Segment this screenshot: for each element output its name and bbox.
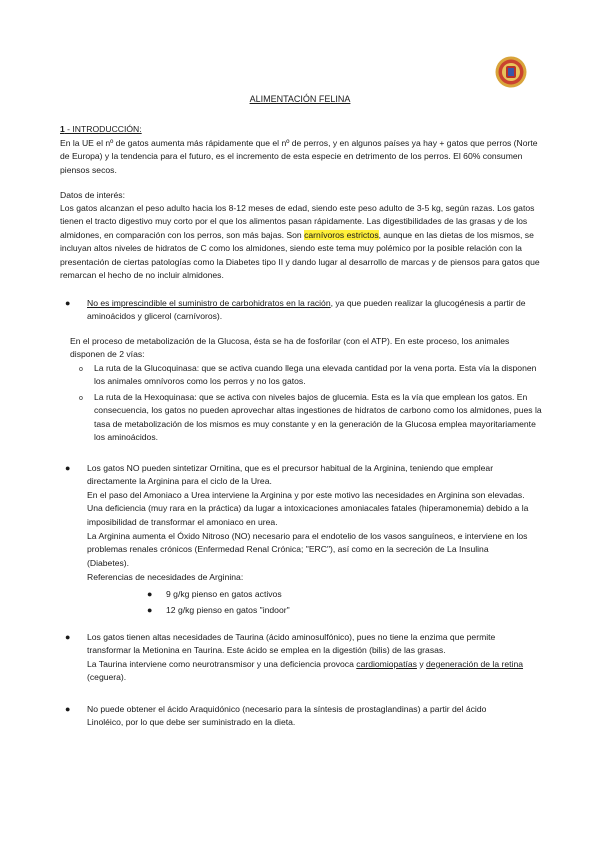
bullet-icon: ● (65, 632, 71, 642)
arginina-paragraph-3: La Arginina aumenta el Óxido Nitroso (NO) necesario para el endotelio de los vasos sanguíneos, e interviene en los problemas renales crónicos (Enfermedad Renal Crónica; "ERC"), así como en la secreción de La Insulina (Diabetes). (87, 531, 528, 568)
arginina-paragraph-2: En el paso del Amoniaco a Urea interviene la Arginina y por este motivo las necesidades en Arginina son elevadas. Una deficiencia (muy rara en la práctica) da lugar a intoxicaciones amoniacales fatales (hiperamonemia) debido a la imposibilidad de transformar el amoniaco en urea. (87, 490, 529, 527)
link-degeneracion-retina: degeneración de la retina (426, 659, 524, 669)
document-title: ALIMENTACIÓN FELINA (249, 94, 351, 104)
circle-bullet-icon: o (79, 395, 83, 402)
intro-heading (60, 123, 542, 136)
bullet-icon: ● (65, 704, 71, 714)
arginina-paragraph-1: Los gatos NO pueden sintetizar Ornitina, que es el precursor habitual de la Arginina, teniendo que emplear directamente la Arginina para el ciclo de la Urea. (87, 463, 494, 487)
carbohidratos-underlined: No es imprescindible el suministro de carbohidratos en la ración (87, 298, 331, 308)
carbohidratos-rest: , ya que pueden realizar la glucogénesis a partir de aminoácidos y glicerol (carnívoros). (87, 298, 526, 322)
bullet-carbohidratos (87, 297, 542, 324)
araquidonico-paragraph: No puede obtener el ácido Araquidónico (necesario para la síntesis de prostaglandinas) a partir del ácido Linoléico, por lo que debe ser suministrado en la dieta. (87, 704, 487, 728)
taurina-paragraph-1: Los gatos tienen altas necesidades de Taurina (ácido aminosulfónico), pues no tiene la enzima que permite transformar la Metionina en Taurina. Este ácido se emplea en la digestión (bilis) de las grasas. (87, 632, 496, 656)
intro-paragraph: En la UE el nº de gatos aumenta más rápidamente que el nº de perros, y en algunos países ya hay + gatos que perros (Norte de Europa) y la tendencia para el futuro, es el incremento de esta especie en detrimento de los perros. El 60% consumen piensos secos. (60, 138, 538, 175)
circle-bullet-icon: o (79, 366, 83, 373)
university-seal-logo (495, 56, 527, 88)
bullet-icon: ● (147, 589, 153, 599)
arginina-ref-heading: Referencias de necesidades de Arginina: (87, 572, 244, 582)
via-hexoquinasa: La ruta de la Hexoquinasa: que se activa con niveles bajos de glucemia. Esta es la vía que emplean los gatos. En consecuencia, los gatos no pueden aprovechar altas ingestiones de hidratos de carbono como los almidones, pues la tasa de metabolización de los mismos es muy constante y en la generación de la Glucosa emplea mayoritariamente los aminoácidos. (94, 392, 542, 443)
arginina-ref-1: 9 g/kg pienso en gatos activos (166, 589, 282, 599)
glucosa-intro: En el proceso de metabolización de la Glucosa, ésta se ha de fosforilar (con el ATP). En este proceso, los animales disponen de 2 vías: (70, 336, 510, 360)
datos-text-before: Los gatos alcanzan el peso adulto hacia los 8-12 meses de edad, siendo este peso adulto de 3-5 kg, según razas. Los gatos tienen el tracto digestivo muy corto por el que los alimentos pasan rápidamente. Las digestibilidades de las grasas y de los almidones, en comparación con los perros, son más bajas. Son (60, 203, 535, 240)
bullet-icon: ● (147, 605, 153, 615)
via-glucoquinasa: La ruta de la Glucoquinasa: que se activa cuando llega una elevada cantidad por la vena porta. Esta vía la disponen los animales omnívoros como los perros y no los gatos. (94, 363, 537, 387)
intro-heading-text: - INTRODUCCIÓN: (64, 124, 142, 134)
datos-heading: Datos de interés: (60, 190, 125, 200)
taurina-paragraph-2 (87, 658, 527, 685)
highlight-carnivoros: carnívoros estrictos (304, 229, 379, 240)
taurina-text-after: (ceguera). (87, 672, 127, 683)
bullet-icon: ● (65, 463, 71, 473)
arginina-ref-2: 12 g/kg pienso en gatos "indoor" (166, 605, 290, 615)
taurina-text-before: La Taurina interviene como neurotransmisor y una deficiencia provoca (87, 659, 357, 669)
datos-text-after: , aunque en las dietas de los mismos, se incluyan altos niveles de hidratos de C como los almidones, siendo este tema muy polémico por la posible relación con la presentación de ciertas patologías como la Diabetes tipo II y dando lugar al desarrollo de marcas y de piensos para gatos que remarcan el hecho de no incluir almidones. (60, 229, 540, 281)
bullet-icon: ● (65, 298, 71, 308)
intro-heading-number: 1 (60, 124, 65, 134)
datos-paragraph (60, 202, 542, 282)
taurina-text-mid: y (416, 659, 427, 669)
link-cardiomiopatias: cardiomiopatías (356, 659, 417, 669)
